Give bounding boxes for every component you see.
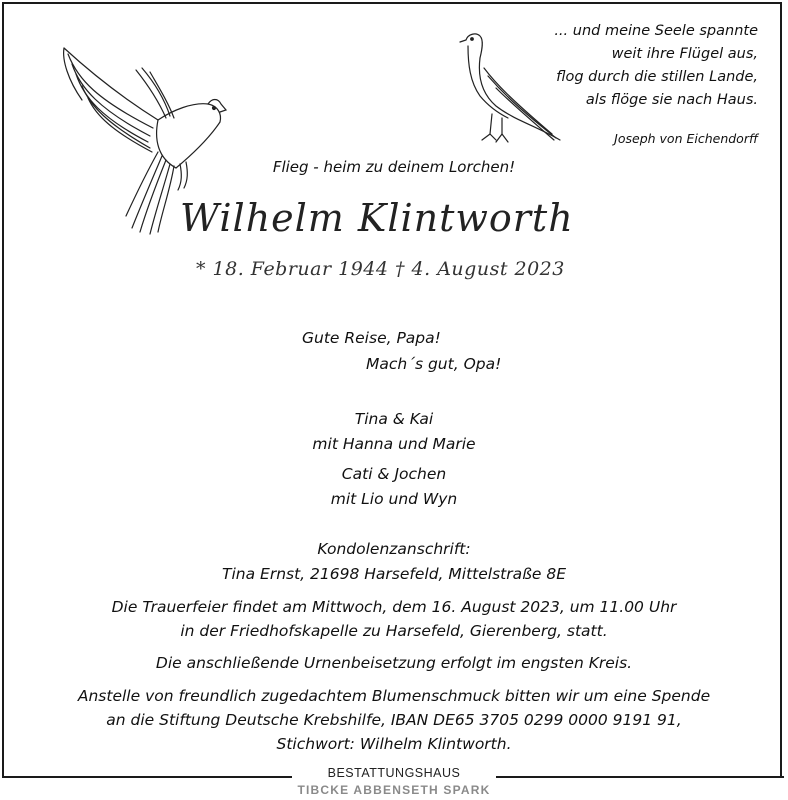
condolence-label: Kondolenzanschrift:: [317, 540, 471, 558]
farewell-line-2: Mach´s gut, Opa!: [366, 355, 502, 373]
family-line: mit Hanna und Marie: [312, 435, 476, 453]
funeral-home-logo-name: BESTATTUNGSHAUS: [327, 766, 461, 780]
farewell-line-1: Gute Reise, Papa!: [302, 329, 441, 347]
family-line: mit Lio und Wyn: [330, 490, 458, 508]
poem-line: ... und meine Seele spannte: [554, 23, 758, 39]
ceremony-line-1: Die Trauerfeier findet am Mittwoch, dem 16. August 2023, um 11.00 Uhr: [111, 598, 677, 616]
donation-line-1: Anstelle von freundlich zugedachtem Blumenschmuck bitten wir um eine Spende: [77, 687, 711, 705]
life-dates: * 18. Februar 1944 † 4. August 2023: [196, 258, 565, 280]
deceased-name: Wilhelm Klintworth: [180, 196, 574, 240]
poem-line: flog durch die stillen Lande,: [556, 69, 758, 85]
standing-dove-icon: [456, 28, 566, 148]
motto: Flieg - heim zu deinem Lorchen!: [272, 158, 516, 176]
frame-bottom-line-left: [2, 776, 292, 778]
donation-line-3: Stichwort: Wilhelm Klintworth.: [276, 735, 512, 753]
funeral-home-logo-partners: TIBCKE ABBENSETH SPARK: [297, 783, 491, 797]
ceremony-line-2: in der Friedhofskapelle zu Harsefeld, Gierenberg, statt.: [180, 622, 608, 640]
donation-line-2: an die Stiftung Deutsche Krebshilfe, IBAN DE65 3705 0299 0000 9191 91,: [106, 711, 682, 729]
condolence-address: Tina Ernst, 21698 Harsefeld, Mittelstraße 8E: [222, 565, 566, 583]
burial-note: Die anschließende Urnenbeisetzung erfolgt im engsten Kreis.: [155, 654, 633, 672]
poem: [554, 20, 758, 112]
poem-line: weit ihre Flügel aus,: [611, 46, 758, 62]
family-line: Cati & Jochen: [341, 465, 447, 483]
poem-author: Joseph von Eichendorff: [614, 131, 758, 146]
family-line: Tina & Kai: [354, 410, 434, 428]
poem-line: als flöge sie nach Haus.: [585, 92, 758, 108]
frame-bottom-line-right: [496, 776, 784, 778]
